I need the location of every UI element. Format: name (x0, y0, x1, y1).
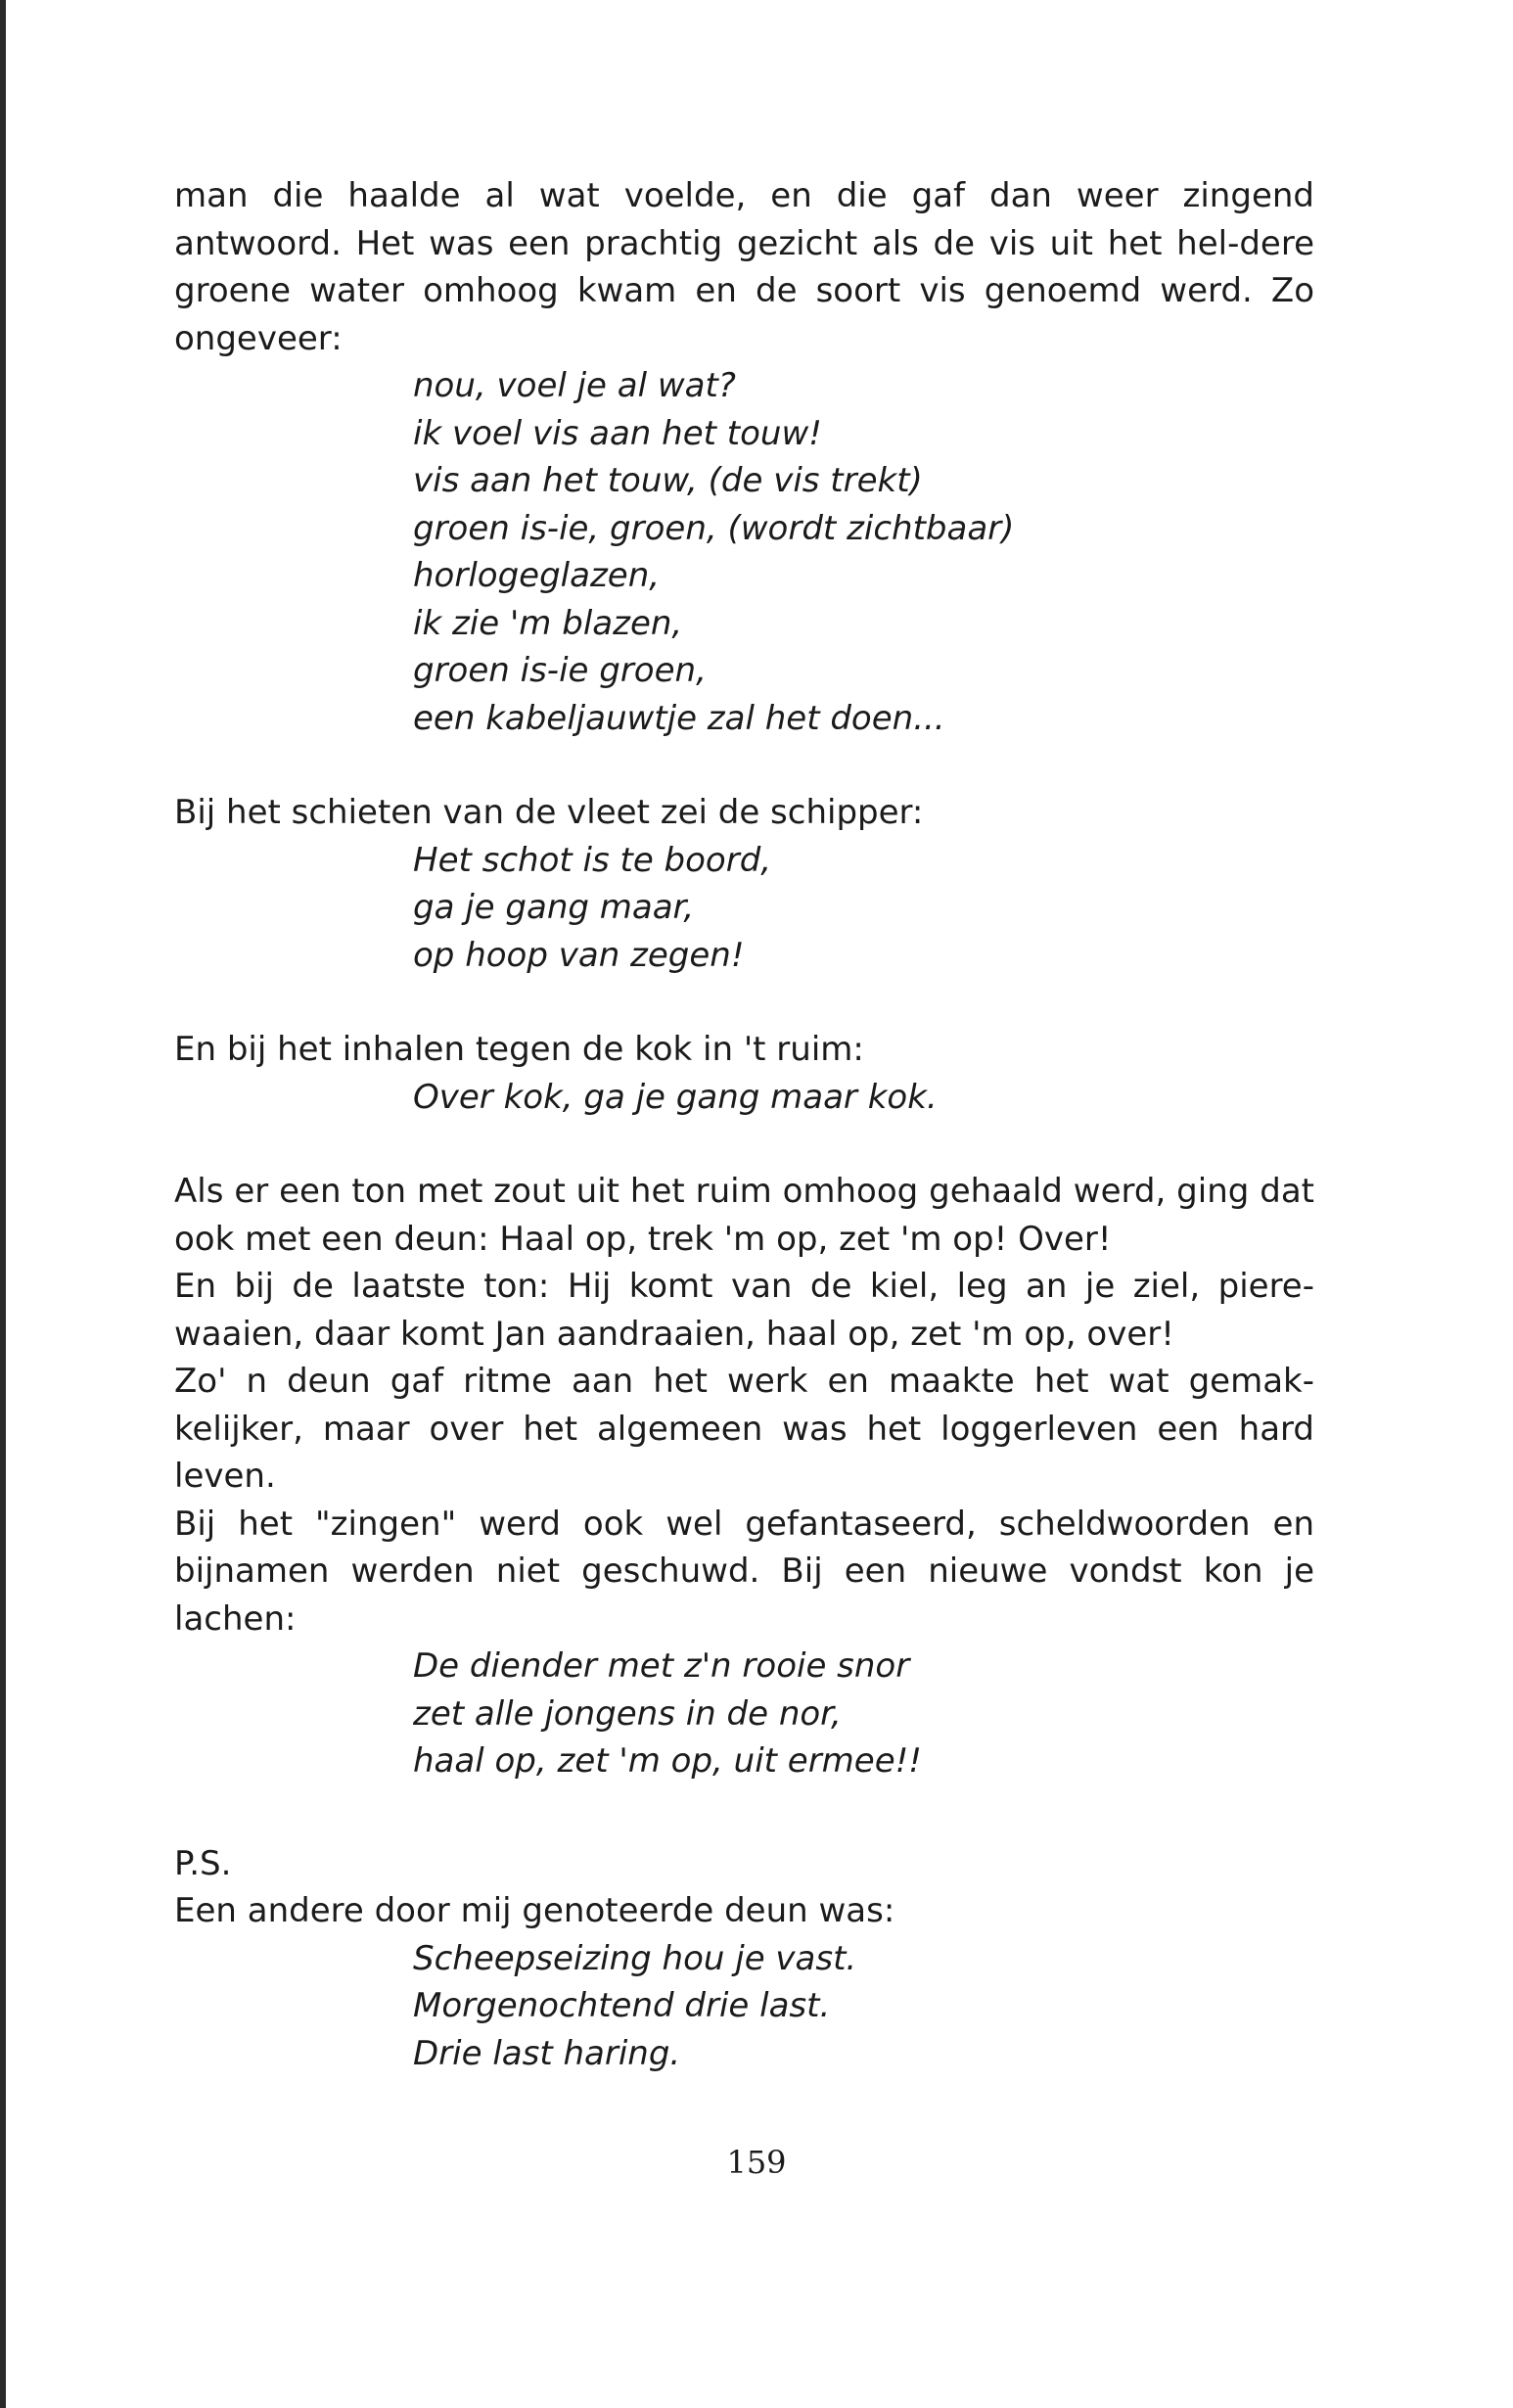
paragraph-zingen: Bij het "zingen" werd ook wel gefantaseerd, scheldwoorden en bijnamen werden niet geschuwd. Bij een nieuwe vondst kon je lachen: (174, 1504, 1314, 1639)
verse-line: op hoop van zegen! (413, 935, 745, 975)
scan-edge-mark (0, 0, 6, 2408)
paragraph-ton-zout: Als er een ton met zout uit het ruim omhoog gehaald werd, ging dat ook met een deun: Haal op, trek 'm op, zet 'm op! Over! (174, 1172, 1314, 1259)
verse-line: haal op, zet 'm op, uit ermee!! (413, 1741, 922, 1781)
verse-line: groen is-ie, groen, (wordt zichtbaar) (413, 508, 1015, 548)
verse-line: horlogeglazen, (413, 556, 661, 595)
verse-kok (174, 1074, 1314, 1122)
verse-line: ik voel vis aan het touw! (413, 413, 822, 453)
verse-line: vis aan het touw, (de vis trekt) (413, 461, 923, 500)
verse-diender (174, 1643, 1314, 1785)
page-number: 159 (726, 2144, 787, 2181)
paragraph-kok: En bij het inhalen tegen de kok in 't ruim: (174, 1030, 864, 1069)
page-body (174, 172, 1314, 2077)
verse-fishing-song (174, 362, 1314, 742)
paragraph-deun-ritme: Zo' n deun gaf ritme aan het werk en maakte het wat gemak-kelijker, maar over het algemeen was het loggerleven een hard leven. (174, 1362, 1314, 1496)
paragraph-schipper: Bij het schieten van de vleet zei de schipper: (174, 793, 924, 832)
verse-line: ga je gang maar, (413, 888, 695, 927)
verse-scheepseizing (174, 1935, 1314, 2078)
verse-line: nou, voel je al wat? (413, 366, 736, 405)
verse-line: Drie last haring. (413, 2033, 681, 2073)
verse-line: Scheepseizing hou je vast. (413, 1938, 857, 1978)
verse-line: Morgenochtend drie last. (413, 1986, 831, 2025)
verse-line: groen is-ie groen, (413, 651, 707, 690)
verse-line: zet alle jongens in de nor, (413, 1693, 842, 1734)
paragraph-laatste-ton: En bij de laatste ton: Hij komt van de kiel, leg an je ziel, piere-waaien, daar komt Jan aandraaien, haal op, zet 'm op, over! (174, 1267, 1314, 1354)
verse-schipper (174, 837, 1314, 980)
verse-line: een kabeljauwtje zal het doen... (413, 698, 945, 738)
verse-line: ik zie 'm blazen, (413, 603, 683, 643)
paragraph-fishing-song-intro: man die haalde al wat voelde, en die gaf dan weer zingend antwoord. Het was een prachtig gezicht als de vis uit het hel-dere groene water omhoog kwam en de soort vis genoemd werd. Zo ongeveer: (174, 176, 1314, 358)
verse-line: Het schot is te boord, (413, 840, 772, 880)
paragraph-andere-deun: Een andere door mij genoteerde deun was: (174, 1891, 895, 1930)
ps-label: P.S. (174, 1843, 232, 1883)
verse-line: De diender met z'n rooie snor (413, 1646, 910, 1686)
verse-line: Over kok, ga je gang maar kok. (413, 1077, 938, 1117)
